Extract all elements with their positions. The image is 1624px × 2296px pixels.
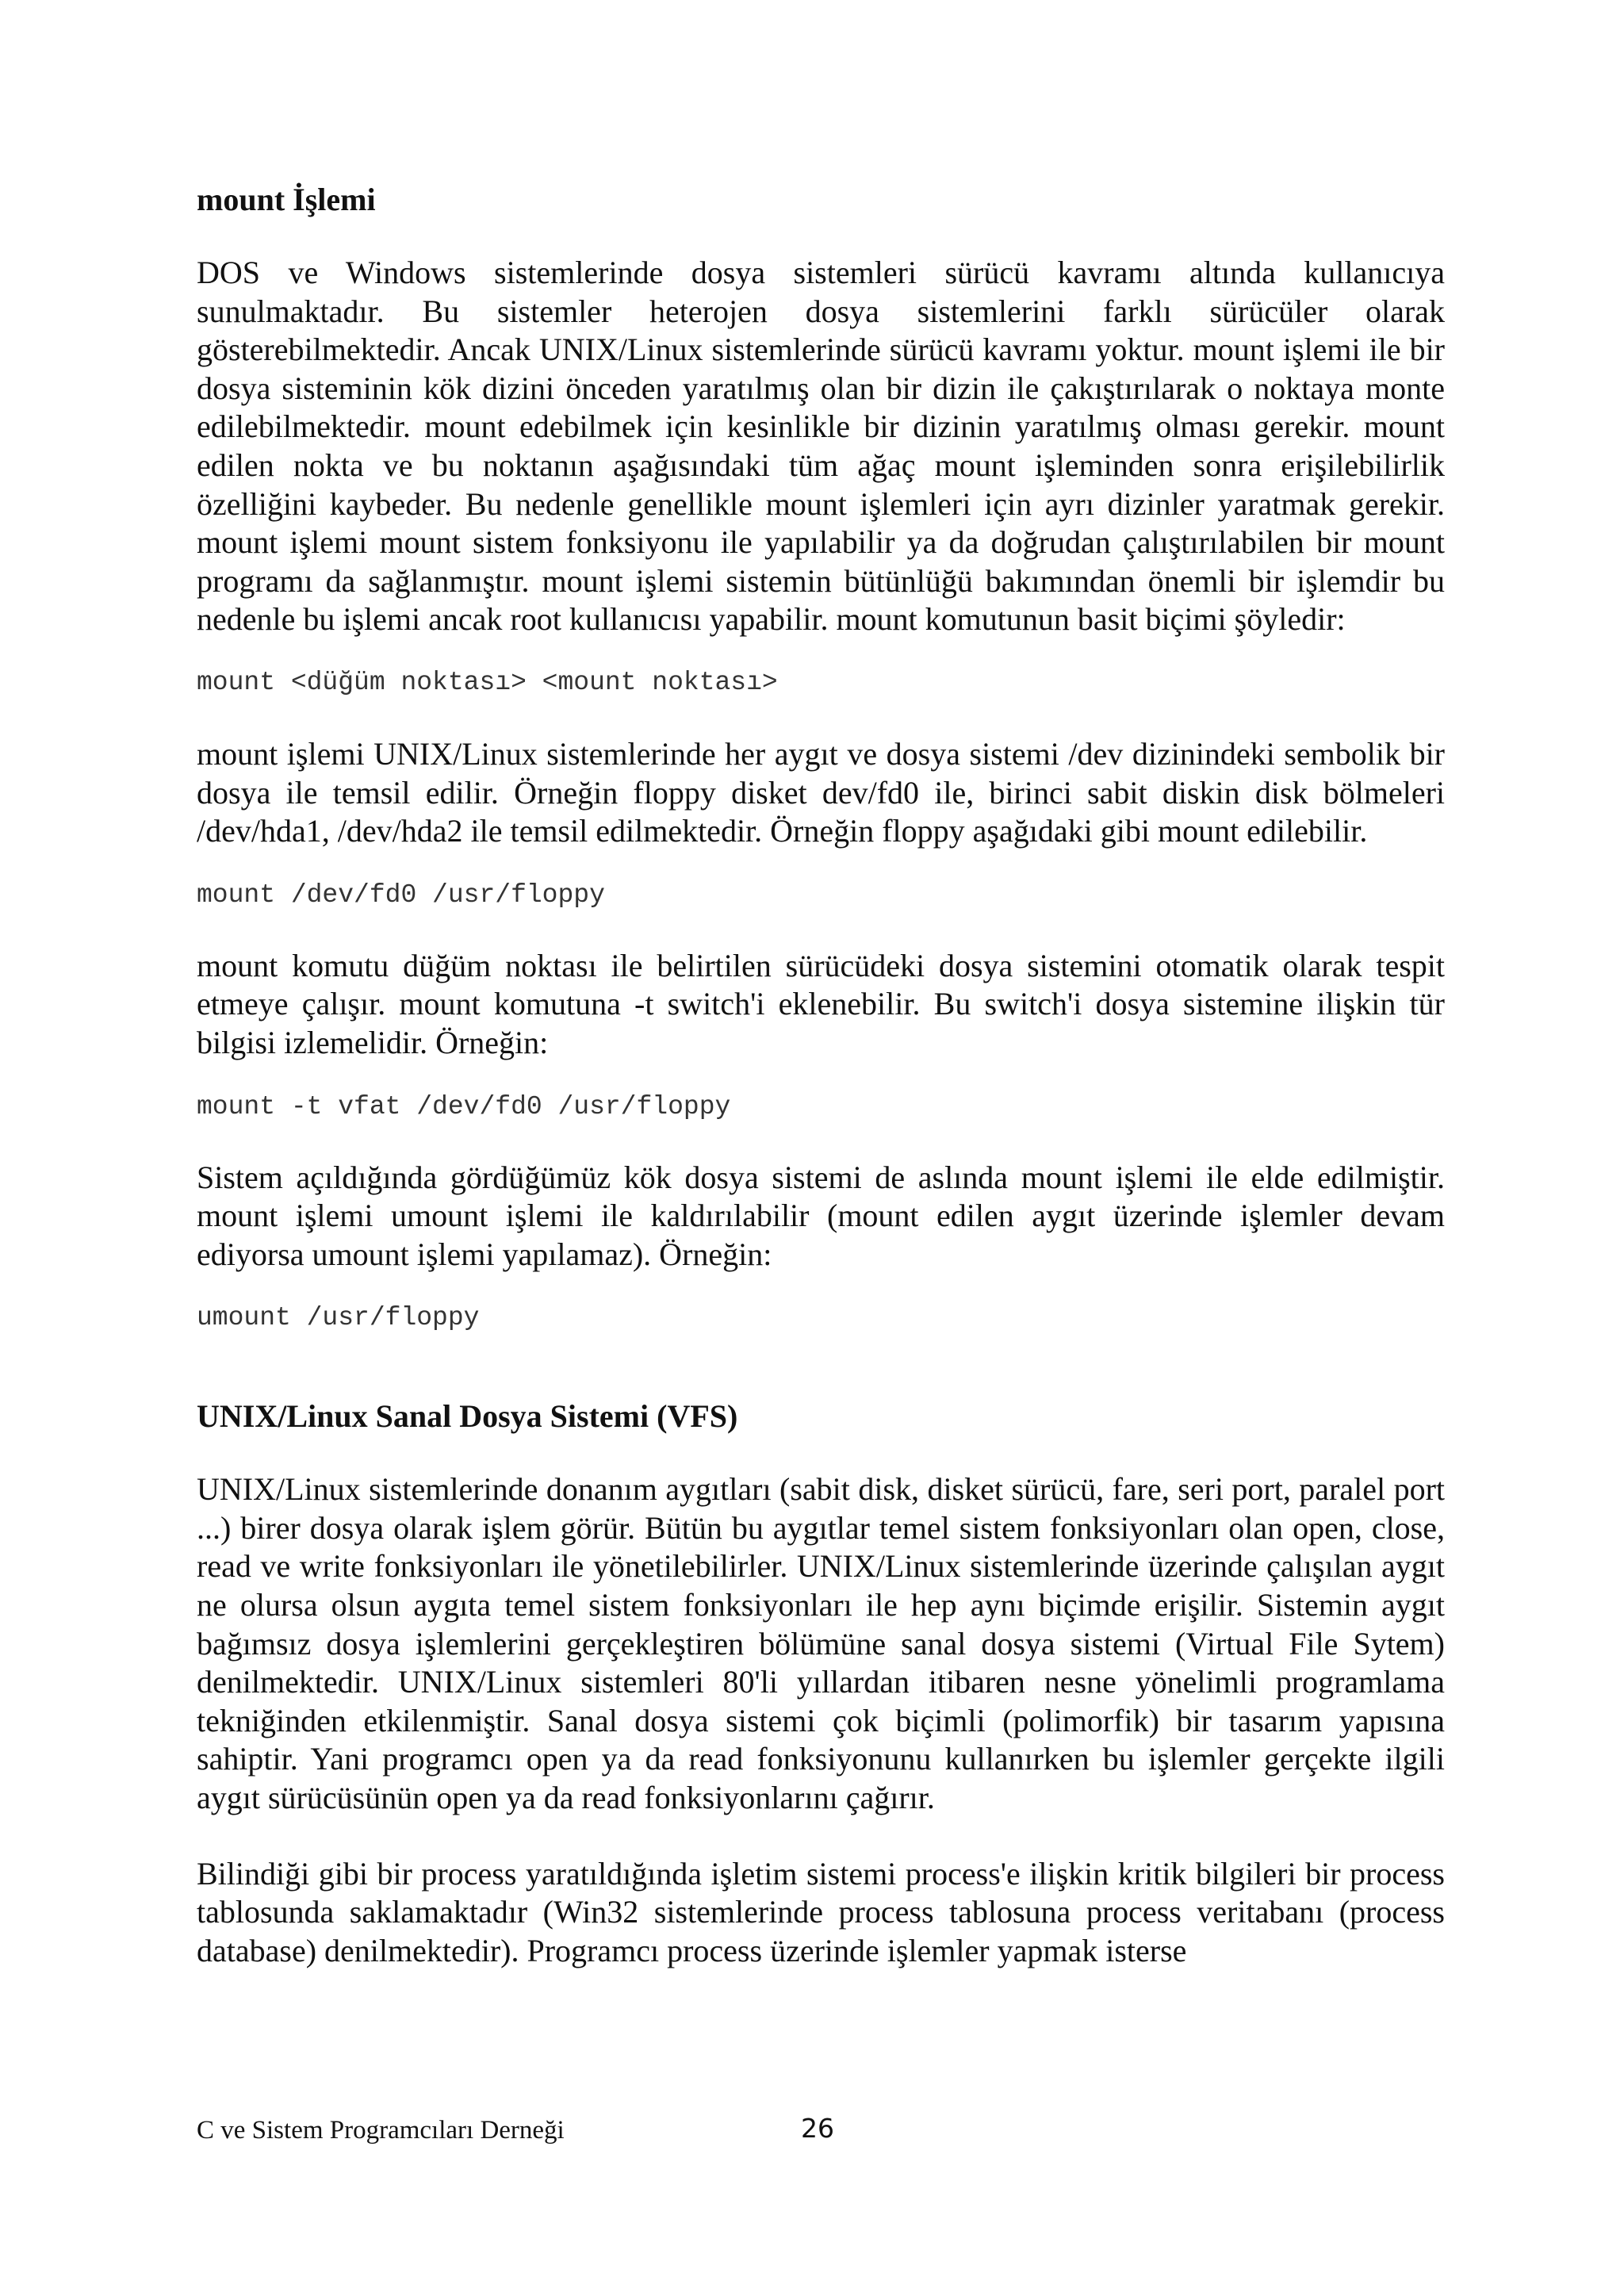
paragraph-mount-type: mount komutu düğüm noktası ile belirtilen sürücüdeki dosya sistemini otomatik olarak tespit etmeye çalışır. mount komutuna -t switch'i eklenebilir. Bu switch'i dosya sistemine ilişkin tür bilgisi izlemelidir. Örneğin: <box>197 947 1445 1060</box>
paragraph-process-table: Bilindiği gibi bir process yaratıldığında işletim sistemi process'e ilişkin kritik bilgileri bir process tablosunda saklamaktadır (Win32 sistemlerinde process tablosuna process veritabanı (process database) denilmektedir). Programcı process üzerinde işlemler yapmak isterse <box>197 1855 1445 1968</box>
footer-organization: C ve Sistem Programcıları Derneği <box>197 2116 565 2145</box>
paragraph-umount: Sistem açıldığında gördüğümüz kök dosya sistemi de aslında mount işlemi ile elde edilmiştir. mount işlemi umount işlemi ile kaldırılabilir (mount edilen aygıt üzerinde işlemler devam ediyorsa umount işlemi yapılamaz). Örneğin: <box>197 1159 1445 1272</box>
paragraph-dev-files: mount işlemi UNIX/Linux sistemlerinde her aygıt ve dosya sistemi /dev dizinindeki sembolik bir dosya ile temsil edilir. Örneğin floppy disket dev/fd0 ile, birinci sabit diskin disk bölmeleri /dev/hda1, /dev/hda2 ile temsil edilmektedir. Örneğin floppy aşağıdaki gibi mount edilebilir. <box>197 735 1445 849</box>
code-mount-floppy: mount /dev/fd0 /usr/floppy <box>197 880 605 910</box>
section-heading-vfs: UNIX/Linux Sanal Dosya Sistemi (VFS) <box>197 1398 738 1435</box>
section-heading-mount: mount İşlemi <box>197 182 376 217</box>
page-number: 26 <box>801 2113 834 2144</box>
document-page <box>197 181 1445 1970</box>
code-mount-syntax: mount <düğüm noktası> <mount noktası> <box>197 667 778 697</box>
code-umount: umount /usr/floppy <box>197 1303 480 1333</box>
code-mount-vfat: mount -t vfat /dev/fd0 /usr/floppy <box>197 1091 731 1121</box>
paragraph-vfs-intro: UNIX/Linux sistemlerinde donanım aygıtları (sabit disk, disket sürücü, fare, seri port, paralel port ...) birer dosya olarak işlem görür. Bütün bu aygıtlar temel sistem fonksiyonları olan open, close, read ve write fonksiyonları ile yönetilebilirler. UNIX/Linux sistemlerinde üzerinde çalışılan aygıt ne olursa olsun aygıta temel sistem fonksiyonları ile hep aynı biçimde erişilir. Sistemin aygıt bağımsız dosya işlemlerini gerçekleştiren bölümüne sanal dosya sistemi (Virtual File Sytem) denilmektedir. UNIX/Linux sistemleri 80'li yıllardan itibaren nesne yönelimli programlama tekniğinden etkilenmiştir. Sanal dosya sistemi çok biçimli (polimorfik) bir tasarım yapısına sahiptir. Yani programcı open ya da read fonksiyonunu kullanırken bu işlemler gerçekte ilgili aygıt sürücüsünün open ya da read fonksiyonlarını çağırır. <box>197 1471 1445 1816</box>
paragraph-mount-intro: DOS ve Windows sistemlerinde dosya sistemleri sürücü kavramı altında kullanıcıya sunulmaktadır. Bu sistemler heterojen dosya sistemlerini farklı sürücüler olarak gösterebilmektedir. Ancak UNIX/Linux sistemlerinde sürücü kavramı yoktur. mount işlemi ile bir dosya sisteminin kök dizini önceden yaratılmış olan bir dizin ile çakıştırılarak o noktaya monte edilebilmektedir. mount edebilmek için kesinlikle bir dizinin yaratılmış olması gerekir. mount edilen nokta ve bu noktanın aşağısındaki tüm ağaç mount işleminden sonra erişilebilirlik özelliğini kaybeder. Bu nedenle genellikle mount işlemleri için ayrı dizinler yaratmak gerekir. mount işlemi mount sistem fonksiyonu ile yapılabilir ya da doğrudan çalıştırılabilen bir mount programı da sağlanmıştır. mount işlemi sistemin bütünlüğü bakımından önemli bir işlemdir bu nedenle bu işlemi ancak root kullanıcısı yapabilir. mount komutunun basit biçimi şöyledir: <box>197 255 1445 638</box>
